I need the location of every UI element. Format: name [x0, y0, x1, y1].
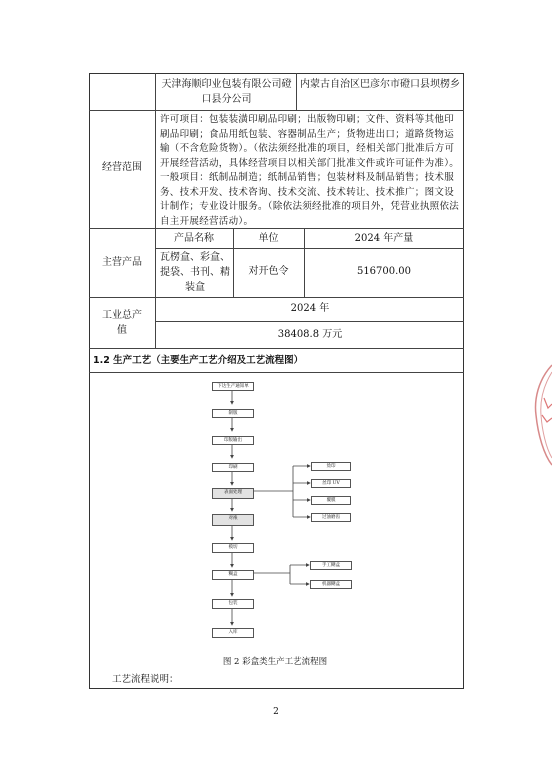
surface-option: 过油磨齿: [311, 513, 351, 522]
product-name: 瓦楞盒、彩盒、提袋、书刊、精装盒: [160, 252, 230, 293]
flow-step: 下达生产通知单: [212, 382, 254, 391]
company-name: 天津海顺印业包装有限公司磴口县分公司: [161, 79, 292, 105]
figure-caption: 图 2 彩盒类生产工艺流程图: [222, 657, 328, 667]
company-address: 内蒙古自治区巴彦尔市磴口县坝楞乡: [300, 79, 460, 90]
business-scope-text: 许可项目：包装装潢印刷品印刷；出版物印刷；文件、资料等其他印刷品印刷；食品用纸包装、容器制品生产；货物进出口；道路货物运输（不含危险货物）。（依法须经批准的项目，经相关部门批准后方可开展经营活动，具体经营项目以相关部门批准文件或许可证件为准）。一般项目：纸制品制造；纸制品销售；包装材料及制品销售；技术服务、技术开发、技术咨询、技术交流、技术转让、技术推广；图文设计制作；专业设计服务。（除依法须经批准的项目外，凭营业执照依法自主开展经营活动）。: [160, 114, 460, 227]
header-output: 2024 年产量: [354, 233, 414, 244]
red-seal-fragment: [530, 360, 552, 470]
gluing-option: 机器糊盒: [310, 580, 352, 589]
flow-step: 制版: [212, 409, 254, 418]
surface-option: 覆膜: [311, 496, 351, 505]
main-products-label: 主营产品: [102, 257, 142, 268]
business-scope-label: 经营范围: [102, 162, 142, 173]
gluing-option: 手工糊盒: [310, 561, 352, 570]
header-product-name: 产品名称: [174, 233, 214, 244]
product-unit: 对开色令: [248, 266, 289, 277]
flow-step: 入库: [212, 628, 254, 638]
flow-step: 模切: [212, 543, 254, 553]
industrial-output-label: 工业总产值: [102, 310, 142, 336]
flow-step: 糊盒: [212, 570, 254, 580]
flow-step: 表面处理: [212, 488, 254, 499]
surface-option: 烫印: [311, 462, 351, 471]
flow-step: 印刷: [212, 463, 254, 472]
output-year: 2024 年: [290, 303, 330, 314]
output-value: 38408.8 万元: [277, 329, 343, 340]
header-unit: 单位: [258, 233, 279, 244]
product-output: 516700.00: [356, 266, 412, 277]
section-title: 1.2 生产工艺（主要生产工艺介绍及工艺流程图）: [93, 355, 304, 366]
process-note-label: 工艺流程说明：: [112, 674, 179, 685]
surface-option: 丝印 UV: [311, 479, 351, 488]
flow-step: 对裱: [212, 514, 254, 526]
flow-step: 印版输出: [212, 436, 254, 445]
page-number: 2: [273, 707, 279, 717]
flow-step: 包装: [212, 599, 254, 609]
